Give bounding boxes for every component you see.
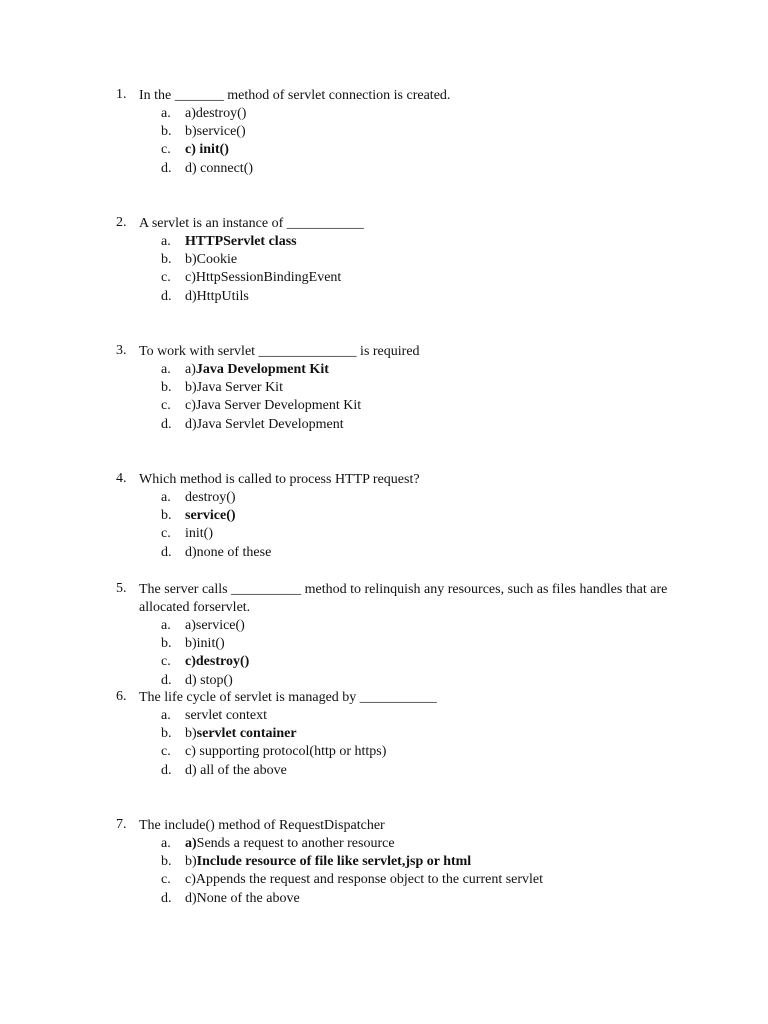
option-letter: b. xyxy=(161,124,172,140)
option-letter: d. xyxy=(161,160,172,176)
option-letter: d. xyxy=(161,288,172,304)
option-letter: b. xyxy=(161,380,172,396)
option-text-segment: b) xyxy=(185,726,197,742)
option-text-segment: c)Appends the request and response object to the current servlet xyxy=(185,872,544,888)
option-item xyxy=(161,762,716,780)
option-text xyxy=(185,853,471,871)
option-text xyxy=(185,269,341,287)
option-text xyxy=(185,635,225,653)
option-text-bold: Java Development Kit xyxy=(195,362,329,377)
option-text-segment: Sends a request to another resource xyxy=(196,836,395,851)
option-text-segment: servlet context xyxy=(185,708,268,723)
option-text-bold: a) xyxy=(185,836,197,851)
option-text-segment: b)init() xyxy=(185,636,225,652)
option-text-segment: d)Java Servlet Development xyxy=(185,416,344,432)
option-text-bold: c) init() xyxy=(185,142,229,158)
option-text-segment: b)service() xyxy=(185,124,246,140)
question-number: 5. xyxy=(116,581,127,596)
option-item xyxy=(161,123,716,141)
option-letter: b. xyxy=(161,252,172,268)
option-text-segment: d) all of the above xyxy=(185,762,287,778)
option-item xyxy=(161,397,716,415)
option-text xyxy=(185,489,236,507)
options-list xyxy=(161,105,716,178)
option-text xyxy=(185,507,236,525)
question-number: 7. xyxy=(116,817,127,832)
question-number: 6. xyxy=(116,689,127,704)
question-stem: The server calls __________ method to relinquish any resources, such as files handles that are allocated forservlet. xyxy=(139,582,668,615)
option-text-segment: d)HttpUtils xyxy=(185,288,249,304)
option-text xyxy=(185,653,249,671)
option-text xyxy=(185,525,213,543)
option-letter: a. xyxy=(161,234,171,249)
option-text xyxy=(185,762,287,780)
option-text xyxy=(185,725,297,743)
question-stem: The life cycle of servlet is managed by ___________ xyxy=(139,690,437,705)
question-1 xyxy=(116,87,716,178)
option-letter: c. xyxy=(161,744,171,760)
option-letter: b. xyxy=(161,508,172,524)
option-text-segment: a)destroy() xyxy=(185,106,247,121)
options-list xyxy=(161,707,716,780)
option-item xyxy=(161,489,716,507)
option-letter: a. xyxy=(161,618,171,633)
option-item xyxy=(161,160,716,178)
option-text xyxy=(185,379,283,397)
option-text-segment: b)Cookie xyxy=(185,252,238,268)
option-text-bold: service() xyxy=(185,508,236,524)
question-stem: The include() method of RequestDispatcher xyxy=(139,818,385,833)
option-letter: b. xyxy=(161,726,172,742)
option-item xyxy=(161,890,716,908)
option-text xyxy=(185,397,361,415)
option-item xyxy=(161,743,716,761)
options-list xyxy=(161,233,716,306)
option-item xyxy=(161,725,716,743)
option-item xyxy=(161,853,716,871)
option-text-segment: d) stop() xyxy=(185,672,233,688)
option-text xyxy=(185,544,271,562)
option-text-segment: a)service() xyxy=(185,618,245,633)
option-item xyxy=(161,635,716,653)
option-item xyxy=(161,361,716,379)
question-stem: To work with servlet ______________ is required xyxy=(139,344,420,359)
question-6 xyxy=(116,689,716,780)
option-text-bold: HTTPServlet class xyxy=(185,234,297,249)
option-text-segment: d)None of the above xyxy=(185,890,300,906)
option-item xyxy=(161,653,716,671)
options-list xyxy=(161,835,716,908)
option-letter: a. xyxy=(161,836,171,851)
option-text xyxy=(185,416,344,434)
option-letter: a. xyxy=(161,106,171,121)
option-item xyxy=(161,544,716,562)
option-item xyxy=(161,141,716,159)
option-item xyxy=(161,835,716,853)
option-item xyxy=(161,525,716,543)
option-text-bold: servlet container xyxy=(196,726,297,742)
option-text-segment: b)Java Server Kit xyxy=(185,380,283,396)
option-text xyxy=(185,141,229,159)
option-item xyxy=(161,269,716,287)
options-list xyxy=(161,617,716,690)
option-text-bold: c)destroy() xyxy=(185,654,250,670)
option-letter: c. xyxy=(161,270,171,286)
option-item xyxy=(161,617,716,635)
option-item xyxy=(161,251,716,269)
option-letter: c. xyxy=(161,654,171,670)
question-stem: Which method is called to process HTTP request? xyxy=(139,472,420,487)
option-text xyxy=(185,617,245,635)
question-number: 4. xyxy=(116,471,127,486)
question-4 xyxy=(116,471,716,562)
option-letter: d. xyxy=(161,416,172,432)
option-letter: d. xyxy=(161,672,172,688)
option-item xyxy=(161,707,716,725)
question-stem: A servlet is an instance of ___________ xyxy=(139,216,364,231)
option-text-segment: destroy() xyxy=(185,490,236,505)
option-letter: a. xyxy=(161,362,171,377)
question-3 xyxy=(116,343,716,434)
option-text-segment: init() xyxy=(185,526,213,542)
option-text xyxy=(185,105,246,123)
option-letter: d. xyxy=(161,762,172,778)
option-text-segment: d) connect() xyxy=(185,160,254,176)
options-list xyxy=(161,361,716,434)
option-text xyxy=(185,707,267,725)
option-text xyxy=(185,233,297,251)
option-item xyxy=(161,871,716,889)
option-letter: d. xyxy=(161,544,172,560)
option-letter: d. xyxy=(161,890,172,906)
option-letter: b. xyxy=(161,854,172,870)
question-number: 2. xyxy=(116,215,127,230)
option-text-bold: Include resource of file like servlet,jsp or html xyxy=(196,854,472,870)
options-list xyxy=(161,489,716,562)
question-7 xyxy=(116,817,716,908)
option-letter: a. xyxy=(161,490,171,505)
question-number: 3. xyxy=(116,343,127,358)
option-text-segment: b) xyxy=(185,854,197,870)
option-item xyxy=(161,507,716,525)
option-text xyxy=(185,871,543,889)
option-item xyxy=(161,416,716,434)
option-text xyxy=(185,743,386,761)
option-letter: a. xyxy=(161,708,171,723)
option-text xyxy=(185,160,253,178)
option-text xyxy=(185,835,395,853)
question-stem: In the _______ method of servlet connection is created. xyxy=(139,88,451,103)
option-item xyxy=(161,288,716,306)
option-item xyxy=(161,379,716,397)
option-text xyxy=(185,672,233,690)
option-item xyxy=(161,233,716,251)
option-text-segment: c) supporting protocol(http or https) xyxy=(185,744,387,760)
option-text xyxy=(185,123,246,141)
option-letter: c. xyxy=(161,526,171,542)
option-letter: c. xyxy=(161,142,171,158)
option-item xyxy=(161,672,716,690)
option-text-segment: a) xyxy=(185,362,196,377)
option-text-segment: c)HttpSessionBindingEvent xyxy=(185,270,342,286)
option-text xyxy=(185,288,249,306)
question-number: 1. xyxy=(116,87,127,102)
option-letter: b. xyxy=(161,636,172,652)
question-5 xyxy=(116,581,716,690)
option-letter: c. xyxy=(161,872,171,888)
option-letter: c. xyxy=(161,398,171,414)
option-text xyxy=(185,361,329,379)
option-item xyxy=(161,105,716,123)
option-text xyxy=(185,890,300,908)
option-text-segment: c)Java Server Development Kit xyxy=(185,398,362,414)
option-text-segment: d)none of these xyxy=(185,544,272,560)
option-text xyxy=(185,251,237,269)
question-2 xyxy=(116,215,716,306)
